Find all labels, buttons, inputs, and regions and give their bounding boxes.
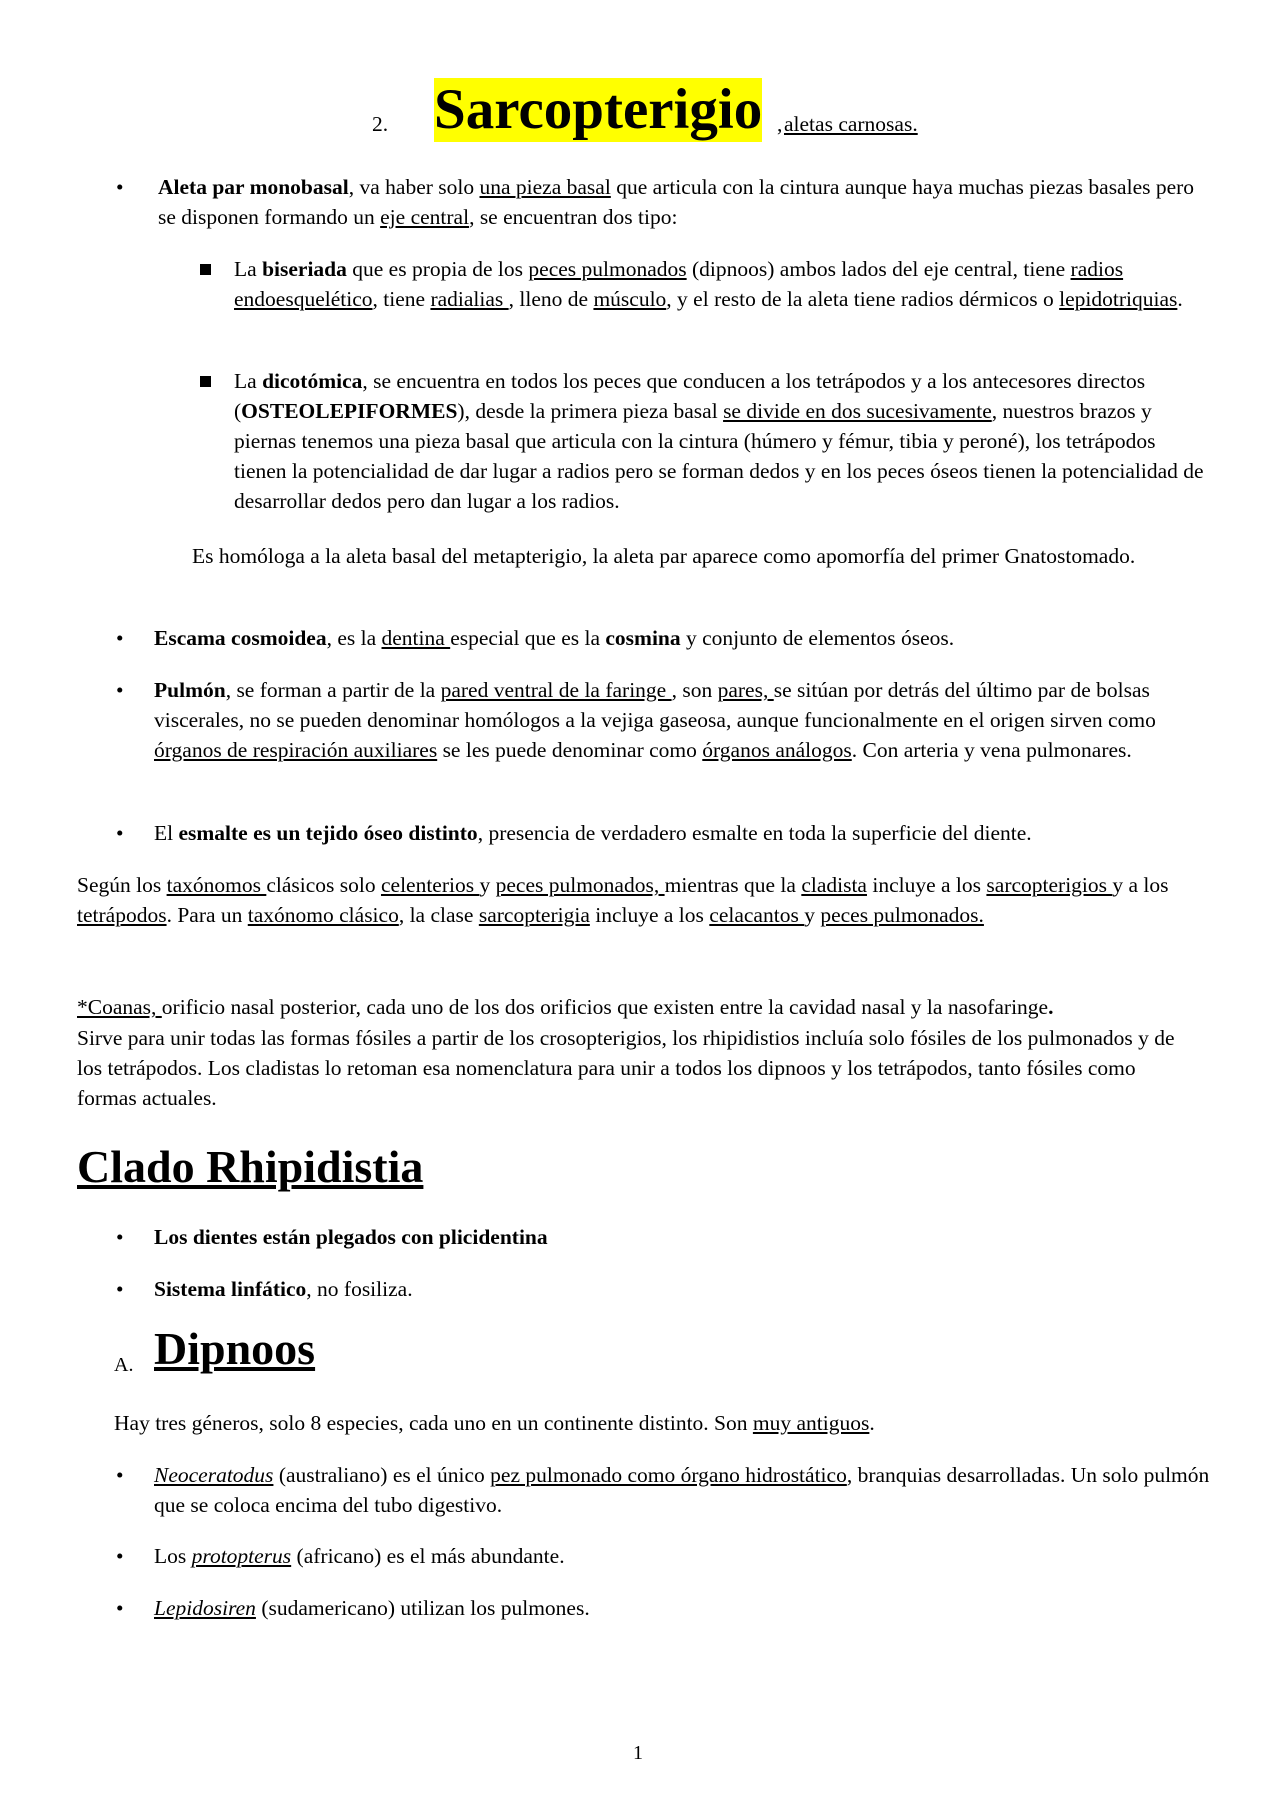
text-run: órganos de respiración auxiliares bbox=[154, 738, 438, 762]
page-title: Sarcopterigio bbox=[434, 78, 763, 141]
text-run: , tiene bbox=[372, 287, 431, 311]
text-run: peces pulmonados, bbox=[495, 873, 665, 897]
paragraph-segun bbox=[77, 870, 1207, 930]
text-run: y bbox=[479, 873, 496, 897]
bullet-marker: • bbox=[116, 1544, 124, 1568]
text-run: taxónomo clásico bbox=[247, 903, 399, 927]
text-run: mientras que la bbox=[664, 873, 802, 897]
text-run: celacantos bbox=[709, 903, 805, 927]
text-run: . bbox=[869, 1411, 875, 1435]
text-run: músculo bbox=[593, 287, 667, 311]
text-run: eje central bbox=[380, 205, 470, 229]
bullet-marker: • bbox=[116, 1225, 124, 1249]
text-run: , son bbox=[671, 678, 718, 702]
text-run: y bbox=[804, 903, 821, 927]
text-run: pez pulmonado como órgano hidrostático bbox=[490, 1463, 847, 1487]
text-run: , va haber solo bbox=[348, 175, 480, 199]
text-run: Escama cosmoidea bbox=[154, 626, 327, 650]
text-run: , lleno de bbox=[508, 287, 594, 311]
text-run: cosmina bbox=[605, 626, 681, 650]
bullet-marker: • bbox=[116, 626, 124, 650]
square-bullet-icon bbox=[200, 376, 211, 387]
text-run: peces pulmonados bbox=[528, 257, 687, 281]
bullet-plicidentina bbox=[154, 1222, 1204, 1252]
text-run: incluye a los bbox=[589, 903, 710, 927]
text-run: se les puede denominar como bbox=[437, 738, 703, 762]
text-run: , la clase bbox=[398, 903, 479, 927]
text-run: (dipnoos) ambos lados del eje central, tiene bbox=[686, 257, 1071, 281]
text-run: La bbox=[234, 369, 263, 393]
text-run: , y el resto de la aleta tiene radios dérmicos o bbox=[666, 287, 1060, 311]
text-run: . Con arteria y vena pulmonares. bbox=[851, 738, 1132, 762]
text-run: celenterios bbox=[380, 873, 480, 897]
text-run: , nuestros brazos y piernas tenemos una pieza basal que articula con la cintura (húmero y fémur, tibia y peroné), los tetrápodos tienen la potencialidad de dar lugar a radios pero se forman dedos y en los peces óseos tienen la potencialidad de desarrollar dedos pero dan lugar a los radios. bbox=[234, 399, 1204, 513]
text-run: órganos análogos bbox=[702, 738, 852, 762]
paragraph-sirve: Sirve para unir todas las formas fósiles a partir de los crosopterigios, los rhipidistios incluía solo fósiles de los pulmonados y de los tetrápodos. Los cladistas lo retoman esa nomenclatura para unir a todos los dipnoos y los tetrápodos, tanto fósiles como formas actuales. bbox=[77, 1026, 1175, 1110]
text-run: pared ventral de la faringe bbox=[440, 678, 672, 702]
text-run: Sistema linfático bbox=[154, 1277, 307, 1301]
square-bullet-icon bbox=[200, 264, 211, 275]
text-run: orificio nasal posterior, cada uno de los dos orificios que existen entre la cavidad nasal y la nasofaringe bbox=[161, 995, 1049, 1019]
text-run: , se forman a partir de la bbox=[225, 678, 441, 702]
text-run: (sudamericano) utilizan los pulmones. bbox=[255, 1596, 590, 1620]
paragraph-homologa: Es homóloga a la aleta basal del metapterigio, la aleta par aparece como apomorfía del primer Gnatostomado. bbox=[192, 544, 1136, 568]
text-run: *Coanas, bbox=[77, 995, 162, 1019]
text-run: taxónomos bbox=[166, 873, 267, 897]
text-run: se sitúan por detrás del último par de bolsas viscerales, no se pueden denominar homólogos a la vejiga gaseosa, aunque funcionalmente en el origen sirven como bbox=[154, 678, 1156, 732]
text-run: dentina bbox=[381, 626, 451, 650]
text-run: . bbox=[1177, 287, 1183, 311]
text-run: que es propia de los bbox=[346, 257, 529, 281]
text-run: . Para un bbox=[166, 903, 248, 927]
text-run: , se encuentra en todos los peces que conducen a los tetrápodos y a los antecesores directos ( bbox=[234, 369, 1146, 423]
text-run: Pulmón bbox=[154, 678, 226, 702]
subbullet-biseriada bbox=[234, 254, 1204, 314]
bullet-marker: • bbox=[116, 1596, 124, 1620]
text-run: especial que es la bbox=[450, 626, 606, 650]
text-run: OSTEOLEPIFORMES bbox=[241, 399, 458, 423]
text-run: . bbox=[1048, 995, 1054, 1019]
text-run: Los bbox=[154, 1544, 192, 1568]
text-run: , es la bbox=[326, 626, 382, 650]
text-run: y conjunto de elementos óseos. bbox=[680, 626, 955, 650]
paragraph-hay-tres-generos bbox=[114, 1408, 1204, 1438]
bullet-sistema-linfatico bbox=[154, 1274, 1204, 1304]
text-run: y a los bbox=[1112, 873, 1169, 897]
page-subtitle: aletas carnosas. bbox=[784, 112, 918, 136]
bullet-marker: • bbox=[116, 821, 124, 845]
subsection-letter: A. bbox=[114, 1354, 134, 1376]
text-run: que articula con la cintura aunque haya muchas piezas basales pero se disponen formando un bbox=[158, 175, 1195, 229]
section-number: 2. bbox=[372, 112, 389, 136]
bullet-protopterus bbox=[154, 1541, 1204, 1571]
text-run: (australiano) es el único bbox=[273, 1463, 491, 1487]
text-run: muy antiguos bbox=[752, 1411, 870, 1435]
text-run: dicotómica bbox=[262, 369, 363, 393]
text-run: lepidotriquias bbox=[1059, 287, 1178, 311]
text-run: se divide en dos sucesivamente bbox=[723, 399, 992, 423]
text-run: esmalte es un tejido óseo distinto bbox=[178, 821, 478, 845]
bullet-marker: • bbox=[116, 1277, 124, 1301]
text-run: , branquias desarrolladas. Un solo pulmón que se coloca encima del tubo digestivo. bbox=[154, 1463, 1210, 1517]
text-run: Neoceratodus bbox=[154, 1463, 274, 1487]
text-run: Hay tres géneros, solo 8 especies, cada uno en un continente distinto. Son bbox=[114, 1411, 753, 1435]
bullet-pulmon bbox=[154, 675, 1214, 765]
text-run: cladista bbox=[801, 873, 867, 897]
bullet-lepidosiren bbox=[154, 1593, 1204, 1623]
text-run: , se encuentran dos tipo: bbox=[469, 205, 678, 229]
text-run: , presencia de verdadero esmalte en toda la superficie del diente. bbox=[477, 821, 1032, 845]
text-run: La bbox=[234, 257, 263, 281]
text-run: Aleta par monobasal bbox=[158, 175, 349, 199]
bullet-neoceratodus bbox=[154, 1460, 1214, 1520]
text-run: incluye a los bbox=[866, 873, 987, 897]
text-run: Los dientes están plegados con plicidentina bbox=[154, 1225, 548, 1249]
text-run: Según los bbox=[77, 873, 167, 897]
bullet-aleta-monobasal bbox=[158, 172, 1198, 232]
text-run: Lepidosiren bbox=[154, 1596, 256, 1620]
text-run: El bbox=[154, 821, 179, 845]
text-run: tetrápodos bbox=[77, 903, 167, 927]
text-run: protopterus bbox=[191, 1544, 292, 1568]
text-run: sarcopterigia bbox=[478, 903, 590, 927]
paragraph-coanas bbox=[77, 992, 1247, 1022]
text-run: clásicos solo bbox=[266, 873, 381, 897]
subbullet-dicotomica bbox=[234, 366, 1204, 516]
text-run: peces pulmonados. bbox=[820, 903, 984, 927]
section-heading-dipnoos: Dipnoos bbox=[154, 1323, 316, 1374]
text-run: una pieza basal bbox=[479, 175, 611, 199]
text-run: (africano) es el más abundante. bbox=[291, 1544, 565, 1568]
text-run: ), desde la primera pieza basal bbox=[457, 399, 724, 423]
bullet-escama-cosmoidea bbox=[154, 623, 1204, 653]
section-heading-clado-rhipidistia: Clado Rhipidistia bbox=[77, 1141, 424, 1192]
title-comma: , bbox=[777, 112, 783, 136]
text-run: biseriada bbox=[262, 257, 347, 281]
text-run: radios endoesquelético bbox=[234, 257, 1124, 311]
text-run: , no fosiliza. bbox=[306, 1277, 413, 1301]
text-run: radialias bbox=[430, 287, 509, 311]
bullet-esmalte bbox=[154, 818, 1204, 848]
text-run: sarcopterigios bbox=[986, 873, 1113, 897]
page-number: 1 bbox=[633, 1742, 643, 1764]
bullet-marker: • bbox=[116, 1463, 124, 1487]
bullet-marker: • bbox=[116, 175, 124, 199]
bullet-marker: • bbox=[116, 678, 124, 702]
text-run: pares, bbox=[717, 678, 774, 702]
